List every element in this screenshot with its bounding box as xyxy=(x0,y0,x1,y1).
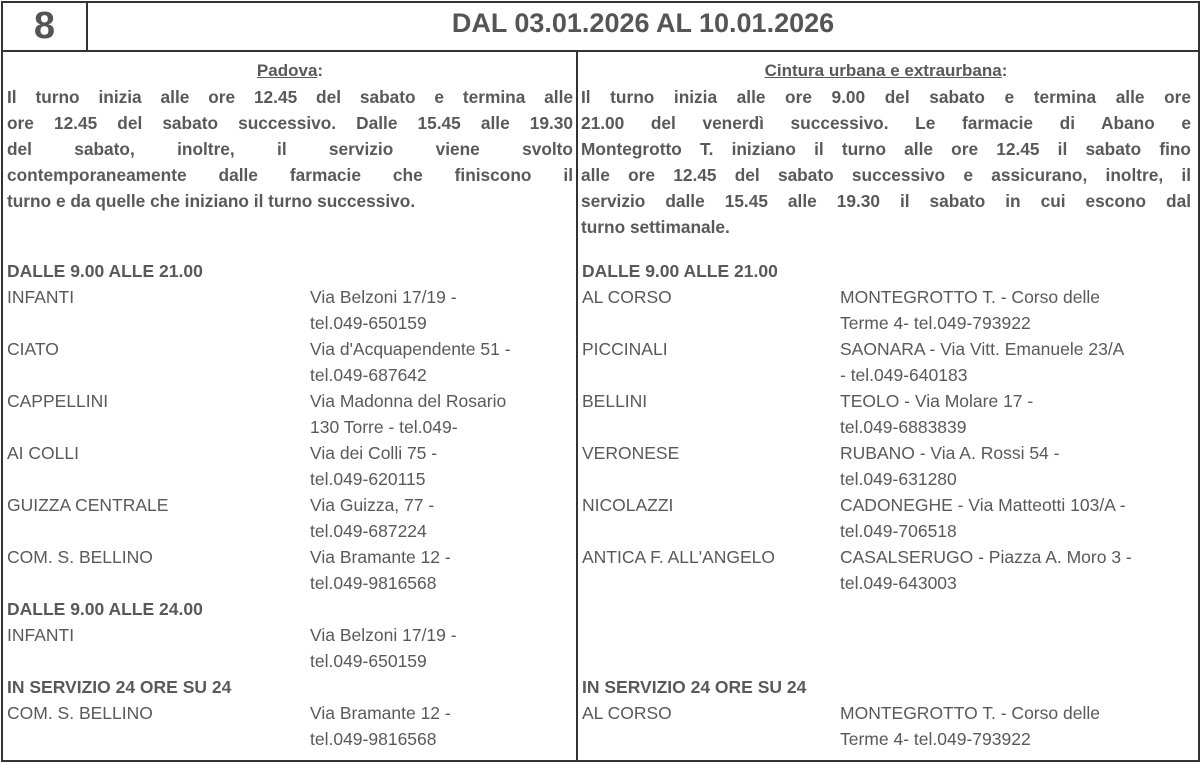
pharmacy-phone: tel.049-9816568 xyxy=(310,729,437,749)
spacer xyxy=(582,362,840,388)
spacer xyxy=(582,518,840,544)
section-heading: IN SERVIZIO 24 ORE SU 24 xyxy=(582,677,807,697)
pharmacy-name: GUIZZA CENTRALE xyxy=(7,495,169,515)
section-heading: DALLE 9.00 ALLE 21.00 xyxy=(582,261,778,281)
spacer xyxy=(582,310,840,336)
spacer xyxy=(7,310,310,336)
pharmacy-row-cont xyxy=(582,310,1194,336)
spacer xyxy=(582,622,1194,648)
pharmacy-phone: - tel.049-640183 xyxy=(840,365,968,385)
pharmacy-row xyxy=(582,544,1194,570)
week-number: 8 xyxy=(33,5,56,47)
cintura-pharmacy-list xyxy=(582,258,1194,752)
section-heading: IN SERVIZIO 24 ORE SU 24 xyxy=(7,677,232,697)
pharmacy-row xyxy=(7,544,573,570)
pharmacy-row xyxy=(7,492,573,518)
paragraph-line: alle ore 12.45 del sabato successivo e assicurano, inoltre, il xyxy=(581,165,1191,185)
pharmacy-row xyxy=(582,284,1194,310)
pharmacy-address: MONTEGROTTO T. - Corso delle xyxy=(840,703,1100,723)
pharmacy-phone: tel.049-706518 xyxy=(840,521,957,541)
pharmacy-name: INFANTI xyxy=(7,625,75,645)
spacer xyxy=(7,570,310,596)
pharmacy-address: CADONEGHE - Via Matteotti 103/A - xyxy=(840,495,1126,515)
pharmacy-phone: Terme 4- tel.049-793922 xyxy=(840,729,1031,749)
spacer xyxy=(582,466,840,492)
pharmacy-phone: tel.049-6883839 xyxy=(840,417,967,437)
pharmacy-name: CAPPELLINI xyxy=(7,391,109,411)
pharmacy-phone: tel.049-620115 xyxy=(310,469,426,489)
pharmacy-row-cont xyxy=(582,518,1194,544)
paragraph-line: contemporaneamente dalle farmacie che finiscono il xyxy=(7,165,573,185)
pharmacy-address: Via Bramante 12 - xyxy=(310,547,451,567)
pharmacy-address: MONTEGROTTO T. - Corso delle xyxy=(840,287,1100,307)
cintura-title: Cintura urbana e extraurbana: xyxy=(764,61,1008,80)
pharmacy-name: ANTICA F. ALL'ANGELO xyxy=(582,547,775,567)
pharmacy-row xyxy=(582,440,1194,466)
pharmacy-row-cont xyxy=(7,414,573,440)
pharmacy-row-cont xyxy=(582,726,1194,752)
padova-pharmacy-list xyxy=(7,258,573,752)
column-divider xyxy=(576,51,578,761)
paragraph-line: Il turno inizia alle ore 12.45 del sabato e termina alle xyxy=(7,87,573,107)
pharmacy-phone: tel.049-631280 xyxy=(840,469,957,489)
pharmacy-row xyxy=(7,388,573,414)
pharmacy-row-cont xyxy=(7,518,573,544)
paragraph-line: Il turno inizia alle ore 9.00 del sabato e termina alle ore xyxy=(581,87,1191,107)
cintura-intro xyxy=(581,58,1191,240)
paragraph-line: Montegrotto T. iniziano il turno alle ore 12.45 il sabato fino xyxy=(581,139,1191,159)
section-heading: DALLE 9.00 ALLE 24.00 xyxy=(7,599,203,619)
pharmacy-phone: tel.049-9816568 xyxy=(310,573,437,593)
pharmacy-row-cont xyxy=(582,466,1194,492)
pharmacy-row-cont xyxy=(7,310,573,336)
paragraph-line: servizio dalle 15.45 alle 19.30 il sabato in cui escono dal xyxy=(581,191,1191,211)
pharmacy-phone: tel.049-687642 xyxy=(310,365,427,385)
paragraph-line: turno e da quelle che iniziano il turno successivo. xyxy=(7,191,416,211)
pharmacy-address: Via Belzoni 17/19 - xyxy=(310,287,457,307)
padova-paragraph xyxy=(7,84,573,214)
pharmacy-row-cont xyxy=(582,362,1194,388)
pharmacy-name: VERONESE xyxy=(582,443,680,463)
pharmacy-row-cont xyxy=(7,570,573,596)
pharmacy-address: CASALSERUGO - Piazza A. Moro 3 - xyxy=(840,547,1132,567)
pharmacy-address: Via dei Colli 75 - xyxy=(310,443,438,463)
spacer xyxy=(7,648,310,674)
pharmacy-name: AL CORSO xyxy=(582,287,672,307)
pharmacy-phone: Terme 4- tel.049-793922 xyxy=(840,313,1031,333)
pharmacy-address: SAONARA - Via Vitt. Emanuele 23/A xyxy=(840,339,1125,359)
pharmacy-phone: tel.049-643003 xyxy=(840,573,957,593)
padova-title: Padova: xyxy=(256,61,324,80)
spacer xyxy=(7,362,310,388)
pharmacy-address: Via Belzoni 17/19 - xyxy=(310,625,457,645)
pharmacy-row xyxy=(7,440,573,466)
spacer xyxy=(582,414,840,440)
pharmacy-name: INFANTI xyxy=(7,287,75,307)
pharmacy-name: AL CORSO xyxy=(582,703,672,723)
pharmacy-row xyxy=(582,388,1194,414)
paragraph-line: del sabato, inoltre, il servizio viene svolto xyxy=(7,139,573,159)
spacer xyxy=(582,726,840,752)
pharmacy-row-cont xyxy=(582,570,1194,596)
date-range-title: DAL 03.01.2026 AL 10.01.2026 xyxy=(451,8,835,38)
spacer xyxy=(582,648,1194,674)
spacer xyxy=(7,726,310,752)
pharmacy-address: Via Bramante 12 - xyxy=(310,703,451,723)
pharmacy-name: COM. S. BELLINO xyxy=(7,703,153,723)
pharmacy-address: TEOLO - Via Molare 17 - xyxy=(840,391,1034,411)
pharmacy-name: BELLINI xyxy=(582,391,648,411)
pharmacy-row xyxy=(582,700,1194,726)
pharmacy-name: NICOLAZZI xyxy=(582,495,674,515)
pharmacy-row xyxy=(582,336,1194,362)
pharmacy-name: CIATO xyxy=(7,339,59,359)
spacer xyxy=(7,466,310,492)
pharmacy-row-cont xyxy=(7,648,573,674)
pharmacy-phone: tel.049-687224 xyxy=(310,521,427,541)
pharmacy-phone: 130 Torre - tel.049- xyxy=(310,417,458,437)
pharmacy-address: Via Madonna del Rosario xyxy=(310,391,507,411)
pharmacy-row-cont xyxy=(7,466,573,492)
paragraph-line: ore 12.45 del sabato successivo. Dalle 15.45 alle 19.30 xyxy=(7,113,573,133)
pharmacy-address: Via d'Acquapendente 51 - xyxy=(310,339,511,359)
pharmacy-row xyxy=(7,284,573,310)
pharmacy-row xyxy=(7,622,573,648)
spacer xyxy=(7,518,310,544)
pharmacy-name: AI COLLI xyxy=(7,443,79,463)
paragraph-line: turno settimanale. xyxy=(581,217,730,237)
pharmacy-address: RUBANO - Via A. Rossi 54 - xyxy=(840,443,1060,463)
pharmacy-row-cont xyxy=(7,362,573,388)
spacer xyxy=(582,596,1194,622)
paragraph-line: 21.00 del venerdì successivo. Le farmacie di Abano e xyxy=(581,113,1191,133)
pharmacy-name: PICCINALI xyxy=(582,339,668,359)
spacer xyxy=(582,570,840,596)
pharmacy-phone: tel.049-650159 xyxy=(310,651,427,671)
padova-intro xyxy=(7,58,573,214)
spacer xyxy=(7,414,310,440)
section-heading: DALLE 9.00 ALLE 21.00 xyxy=(7,261,203,281)
pharmacy-row-cont xyxy=(7,726,573,752)
pharmacy-phone: tel.049-650159 xyxy=(310,313,427,333)
pharmacy-address: Via Guizza, 77 - xyxy=(310,495,435,515)
cintura-paragraph xyxy=(581,84,1191,240)
pharmacy-name: COM. S. BELLINO xyxy=(7,547,153,567)
header-divider xyxy=(1,50,1198,52)
pharmacy-row xyxy=(7,700,573,726)
pharmacy-row xyxy=(7,336,573,362)
pharmacy-row xyxy=(582,492,1194,518)
pharmacy-row-cont xyxy=(582,414,1194,440)
